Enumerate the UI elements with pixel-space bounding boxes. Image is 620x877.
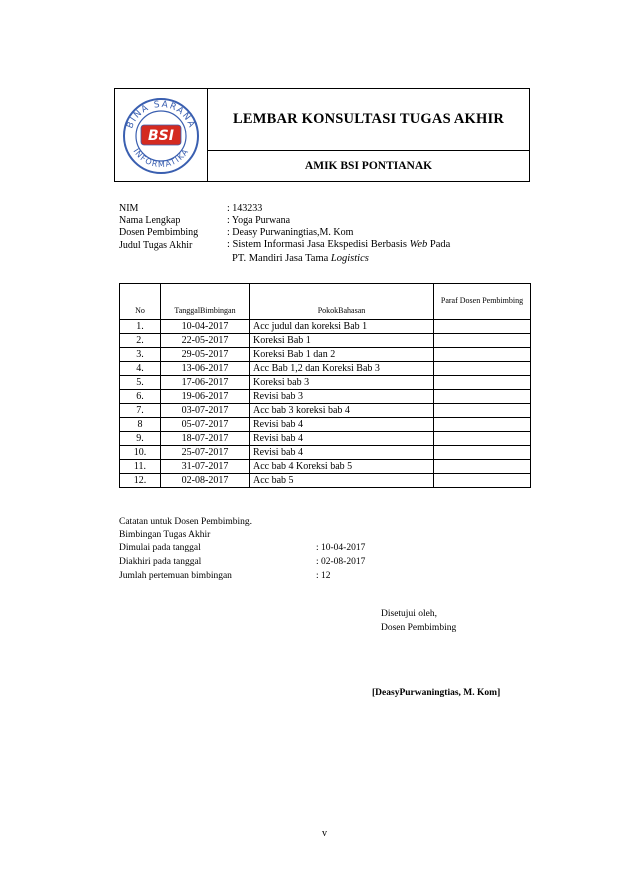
end-date-label: Diakhiri pada tanggal: [119, 557, 202, 567]
row-topic: Acc bab 4 Koreksi bab 5: [250, 460, 434, 474]
row-date: 03-07-2017: [161, 404, 250, 418]
meeting-count-value: : 12: [316, 571, 331, 581]
thesis-line2-italic: Logistics: [330, 253, 369, 264]
row-paraf: [434, 432, 531, 446]
signer-role: Dosen Pembimbing: [381, 623, 457, 633]
table-row: [120, 362, 531, 376]
row-no: 3.: [120, 348, 161, 362]
thesis-line1-post: Pada: [427, 239, 451, 250]
row-no: 5.: [120, 376, 161, 390]
table-row: [120, 460, 531, 474]
consultation-table: [119, 283, 531, 488]
header-paraf: Paraf Dosen Pembimbing: [434, 284, 531, 320]
row-no: 12.: [120, 474, 161, 488]
thesis-line2-pre: PT. Mandiri Jasa Tama: [232, 253, 331, 264]
institution-name: AMIK BSI PONTIANAK: [304, 160, 433, 172]
notes-line1: Catatan untuk Dosen Pembimbing.: [119, 517, 252, 527]
row-paraf: [434, 376, 531, 390]
thesis-label: Judul Tugas Akhir: [119, 240, 193, 251]
row-paraf: [434, 320, 531, 334]
row-paraf: [434, 418, 531, 432]
header-box: [114, 88, 530, 182]
table-row: [120, 474, 531, 488]
thesis-line1-pre: : Sistem Informasi Jasa Ekspedisi Berbasis: [227, 239, 410, 250]
logo-ring-top: BINA SARANA: [125, 99, 197, 131]
row-topic: Koreksi bab 3: [250, 376, 434, 390]
row-no: 7.: [120, 404, 161, 418]
page-number: v: [322, 828, 327, 839]
start-date-value: : 10-04-2017: [316, 543, 366, 553]
table-row: [120, 320, 531, 334]
row-date: 17-06-2017: [161, 376, 250, 390]
row-no: 9.: [120, 432, 161, 446]
header-no: No: [120, 284, 161, 320]
advisor-label: Dosen Pembimbing: [119, 227, 199, 238]
bsi-logo: [115, 89, 208, 181]
row-topic: Acc bab 3 koreksi bab 4: [250, 404, 434, 418]
row-paraf: [434, 348, 531, 362]
row-date: 05-07-2017: [161, 418, 250, 432]
row-date: 10-04-2017: [161, 320, 250, 334]
thesis-title-line1: [227, 239, 450, 252]
signer-name: [DeasyPurwaningtias, M. Kom]: [372, 688, 501, 698]
table-row: [120, 376, 531, 390]
table-row: [120, 334, 531, 348]
table-header-row: [120, 284, 531, 320]
row-topic: Revisi bab 4: [250, 418, 434, 432]
table-body: [120, 320, 531, 488]
thesis-title-line2: [232, 253, 369, 266]
row-date: 13-06-2017: [161, 362, 250, 376]
row-paraf: [434, 334, 531, 348]
row-topic: Revisi bab 4: [250, 432, 434, 446]
row-date: 29-05-2017: [161, 348, 250, 362]
row-paraf: [434, 390, 531, 404]
meeting-count-label: Jumlah pertemuan bimbingan: [119, 571, 232, 581]
start-date-label: Dimulai pada tanggal: [119, 543, 201, 553]
row-paraf: [434, 460, 531, 474]
row-date: 22-05-2017: [161, 334, 250, 348]
thesis-line1-italic: Web: [409, 239, 428, 250]
header-topic: PokokBahasan: [250, 284, 434, 320]
row-no: 11.: [120, 460, 161, 474]
table-row: [120, 404, 531, 418]
table-row: [120, 446, 531, 460]
row-topic: Koreksi Bab 1: [250, 334, 434, 348]
row-topic: Acc Bab 1,2 dan Koreksi Bab 3: [250, 362, 434, 376]
row-topic: Revisi bab 3: [250, 390, 434, 404]
logo-ring-bottom: INFORMATIKA: [131, 146, 191, 170]
row-paraf: [434, 362, 531, 376]
nim-value: : 143233: [227, 203, 263, 214]
header-date: TanggalBimbingan: [161, 284, 250, 320]
logo-center-text: BSI: [148, 128, 174, 144]
page-title: LEMBAR KONSULTASI TUGAS AKHIR: [208, 89, 529, 151]
row-date: 19-06-2017: [161, 390, 250, 404]
row-no: 10.: [120, 446, 161, 460]
row-topic: Revisi bab 4: [250, 446, 434, 460]
table-row: [120, 418, 531, 432]
row-no: 8: [120, 418, 161, 432]
end-date-value: : 02-08-2017: [316, 557, 366, 567]
row-no: 4.: [120, 362, 161, 376]
row-topic: Koreksi Bab 1 dan 2: [250, 348, 434, 362]
table-row: [120, 390, 531, 404]
nim-label: NIM: [119, 203, 139, 214]
row-paraf: [434, 404, 531, 418]
row-date: 02-08-2017: [161, 474, 250, 488]
approved-by-text: Disetujui oleh,: [381, 609, 437, 619]
row-paraf: [434, 474, 531, 488]
row-date: 18-07-2017: [161, 432, 250, 446]
row-date: 31-07-2017: [161, 460, 250, 474]
row-topic: Acc judul dan koreksi Bab 1: [250, 320, 434, 334]
row-no: 2.: [120, 334, 161, 348]
table-row: [120, 432, 531, 446]
name-label: Nama Lengkap: [119, 215, 181, 226]
notes-line2: Bimbingan Tugas Akhir: [119, 530, 211, 540]
row-paraf: [434, 446, 531, 460]
name-value: : Yoga Purwana: [227, 215, 291, 226]
row-no: 1.: [120, 320, 161, 334]
table-row: [120, 348, 531, 362]
row-topic: Acc bab 5: [250, 474, 434, 488]
logo-cell: [115, 89, 208, 181]
row-no: 6.: [120, 390, 161, 404]
advisor-value: : Deasy Purwaningtias,M. Kom: [227, 227, 354, 238]
row-date: 25-07-2017: [161, 446, 250, 460]
